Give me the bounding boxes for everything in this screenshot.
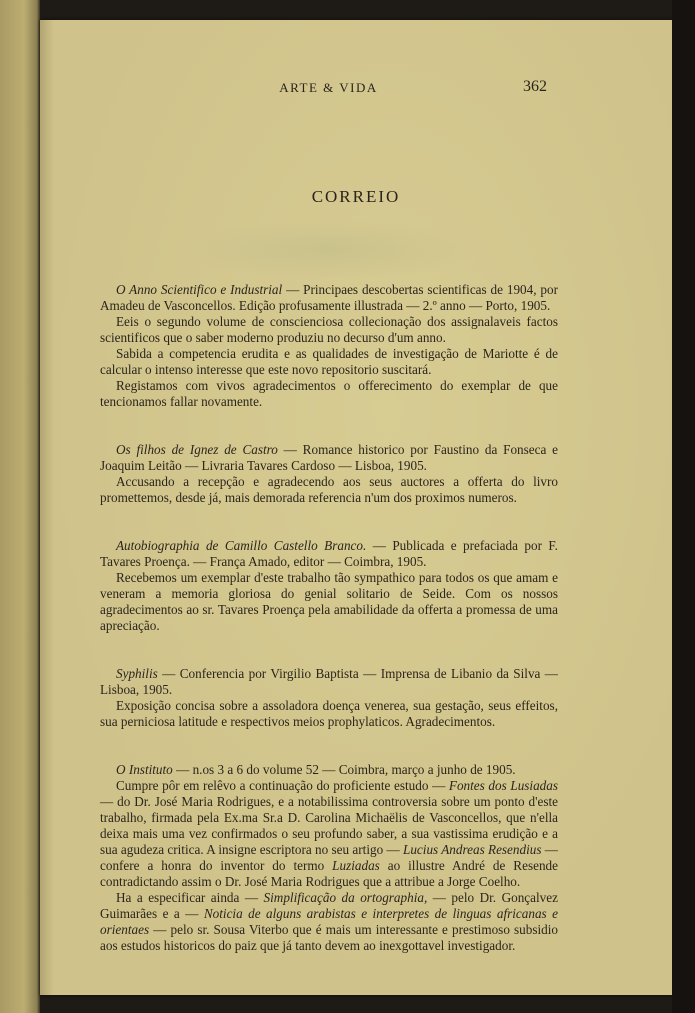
entry-paragraph: Exposição concisa sobre a assoladora doença venerea, sua gestação, seus effeitos, sua perniciosa latitude e respectivos meios prophylaticos. Agradecimentos.: [100, 698, 558, 729]
book-page: [40, 20, 672, 995]
entry-paragraph: Registamos com vivos agradecimentos o offerecimento do exemplar de que tencionamos fallar novamente.: [100, 378, 558, 409]
journal-title: ARTE & VIDA: [279, 80, 378, 95]
entry-paragraph: Sabida a competencia erudita e as qualidades de investigação de Mariotte é de calcular o intenso interesse que este novo repositorio suscitará.: [100, 346, 558, 377]
entry-lead: [100, 442, 558, 474]
book-title: Syphilis: [116, 666, 158, 681]
text-run: ao illustre André de Resende contradictando assim o Dr. José Maria Rodrigues que a attribue a Jorge Coelho.: [100, 858, 558, 889]
italic-title: Fontes dos Lusiadas: [448, 778, 558, 793]
entry-lead: [100, 666, 558, 698]
correspondence-entries: [100, 282, 558, 986]
page-stain: [180, 220, 480, 280]
entry-paragraph: [100, 778, 558, 890]
italic-title: Noticia de alguns arabistas e interpretes de linguas africanas e orientaes: [100, 906, 558, 937]
book-title: Os filhos de Ignez de Castro: [116, 442, 278, 457]
book-title: Autobiographia de Camillo Castello Branco.: [116, 538, 367, 553]
text-run: — do Dr. José Maria Rodrigues, e a notabilissima controversia sobre um ponto d'este trabalho, firmada pela Ex.ma Sr.a D. Carolina Michaëlis de Vasconcellos, que n'ella deixa mais uma vez confirmados o seu profundo saber, a sua vastissima erudição e a sua agudeza critica. A insigne escriptora no seu artigo —: [100, 794, 558, 857]
entry-anno-scientifico: [100, 282, 558, 410]
entry-autobiographia-camillo: [100, 538, 558, 634]
entry-paragraph: Eeis o segundo volume de conscienciosa collecionação dos assignalaveis factos scientificos que o saber moderno produziu no decurso d'um anno.: [100, 314, 558, 345]
scan-background-edge: [672, 0, 695, 1013]
entry-lead: [100, 538, 558, 570]
text-run: Cumpre pôr em relêvo a continuação do proficiente estudo —: [116, 778, 449, 793]
text-run: — confere a honra do inventor do termo: [100, 842, 558, 873]
text-run: — pelo sr. Sousa Viterbo que é mais um interessante e prestimoso subsidio aos estudos historicos do paiz que já tanto devem ao inexgottavel investigador.: [100, 922, 558, 953]
entry-details: — Principaes descobertas scientificas de 1904, por Amadeu de Vasconcellos. Edição profusamente illustrada — 2.º anno — Porto, 1905.: [100, 282, 558, 313]
entry-details: — n.os 3 a 6 do volume 52 — Coimbra, março a junho de 1905.: [172, 762, 516, 777]
entry-syphilis: [100, 666, 558, 730]
section-title: CORREIO: [311, 187, 401, 206]
entry-details: — Romance historico por Faustino da Fonseca e Joaquim Leitão — Livraria Tavares Cardoso — Lisboa, 1905.: [100, 442, 558, 473]
previous-page-edge: [0, 0, 40, 1013]
entry-lead: [100, 762, 558, 778]
text-run: — pelo Dr. Gonçalvez Guimarães e a —: [100, 890, 558, 921]
text-run: Ha a especificar ainda —: [116, 890, 264, 905]
entry-paragraph: [100, 890, 558, 954]
entry-details: — Publicada e prefaciada por F. Tavares Proença. — França Amado, editor — Coimbra, 1905.: [100, 538, 558, 569]
page-number: 362: [523, 78, 547, 95]
italic-title: Simplificação da ortographia,: [263, 890, 428, 905]
italic-title: Lucius Andreas Resendius: [403, 842, 542, 857]
book-title: O Anno Scientifico e Industrial: [116, 282, 283, 297]
entry-o-instituto: [100, 762, 558, 954]
entry-details: — Conferencia por Virgilio Baptista — Imprensa de Libanio da Silva — Lisboa, 1905.: [100, 666, 558, 697]
entry-lead: [100, 282, 558, 314]
italic-term: Luziadas: [332, 858, 380, 873]
entry-filhos-ignez: [100, 442, 558, 506]
entry-paragraph: Accusando a recepção e agradecendo aos seus auctores a offerta do livro promettemos, desde já, mais demorada referencia n'um dos proximos numeros.: [100, 474, 558, 505]
running-head: [40, 80, 672, 100]
book-title: O Instituto: [116, 762, 173, 777]
entry-paragraph: Recebemos um exemplar d'este trabalho tão sympathico para todos os que amam e veneram a memoria gloriosa do genial solitario de Seide. Com os nossos agradecimentos ao sr. Tavares Proença pela amabilidade da offerta a promessa de uma apreciação.: [100, 570, 558, 633]
